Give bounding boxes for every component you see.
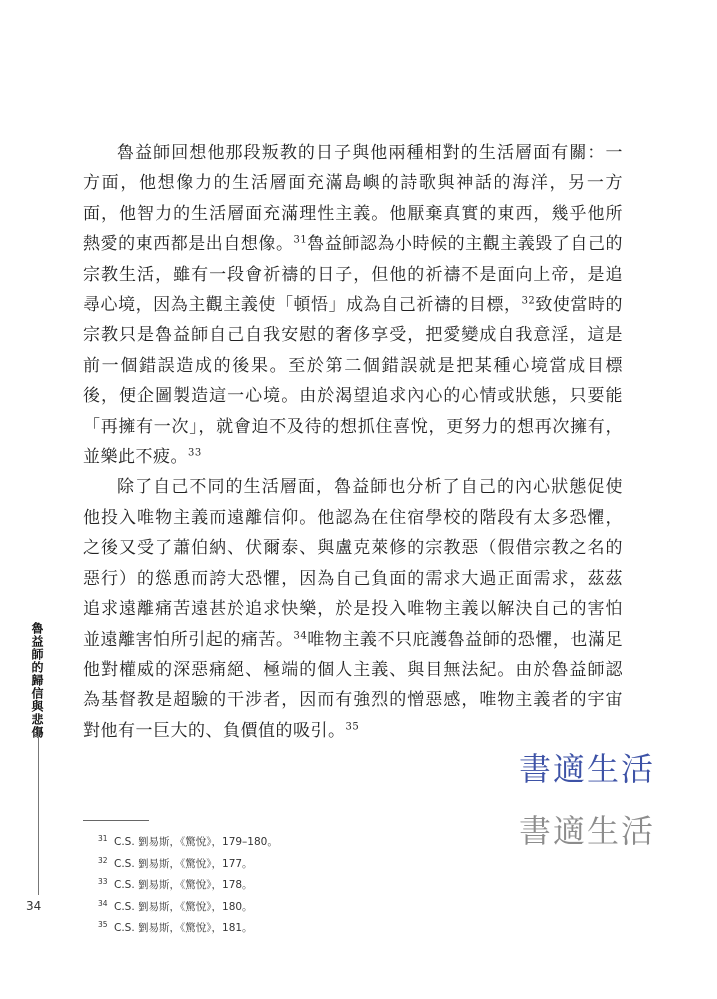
footnote-divider xyxy=(83,820,149,821)
paragraph-1-text-a: 魯益師回想他那段叛教的日子與他兩種相對的生活層面有關：一方面，他想像力的生活層面充滿島嶼的詩歌與神話的海洋，另一方面，他智力的生活層面充滿理性主義。他厭棄真實的東西，幾乎他所熱愛的東西都是出自想像。 xyxy=(83,143,623,255)
brand-logo-gray: 書適生活 xyxy=(518,812,655,850)
footnote-ref-34[interactable]: 34 xyxy=(293,629,308,641)
footnote-text: C.S. 劉易斯，《驚悅》，178。 xyxy=(114,879,253,892)
footnote-ref-31[interactable]: 31 xyxy=(293,234,308,246)
running-book-title: 魯益師的歸信與悲傷 xyxy=(30,622,44,739)
paragraph-2 xyxy=(83,472,623,746)
footnote-ref-35[interactable]: 35 xyxy=(345,721,360,733)
footnote-33 xyxy=(98,873,278,895)
footnote-32 xyxy=(98,852,278,874)
paragraph-2-text-b: 唯物主義不只庇護魯益師的恐懼，也滿足他對權威的深惡痛絕、極端的個人主義、與目無法紀。由於魯益師認為基督教是超驗的干涉者，因而有強烈的憎惡感，唯物主義者的宇宙對他有一巨大的、負價值的吸引。 xyxy=(83,629,624,741)
footnote-number: 33 xyxy=(98,877,108,887)
footnotes xyxy=(98,830,278,938)
footnote-text: C.S. 劉易斯，《驚悅》，181。 xyxy=(114,922,253,935)
footnote-35 xyxy=(98,916,278,938)
footnote-text: C.S. 劉易斯，《驚悅》，180。 xyxy=(114,900,253,913)
paragraph-1-text-b: 魯益師認為小時候的主觀主義毀了自己的宗教生活，雖有一段會祈禱的日子，但他的祈禱不是面向上帝，是追尋心境，因為主觀主義使「頓悟」成為自己祈禱的目標， xyxy=(83,234,624,316)
footnote-31 xyxy=(98,830,278,852)
paragraph-1 xyxy=(83,138,623,472)
footnote-ref-32[interactable]: 32 xyxy=(521,295,536,307)
footnote-number: 35 xyxy=(98,920,108,930)
footnote-text: C.S. 劉易斯，《驚悅》，179–180。 xyxy=(114,836,278,848)
footnote-number: 34 xyxy=(98,898,108,908)
footnote-text: C.S. 劉易斯，《驚悅》，177。 xyxy=(114,857,253,870)
paragraph-1-text-c: 致使當時的宗教只是魯益師自己自我安慰的奢侈享受，把愛變成自我意淫，這是前一個錯誤造成的後果。至於第二個錯誤就是把某種心境當成目標後，便企圖製造這一心境。由於渴望追求內心的心情或狀態，只要能「再擁有一次」，就會迫不及待的想抓住喜悅，更努力的想再次擁有，並樂此不疲。 xyxy=(83,295,624,468)
footnote-number: 31 xyxy=(98,834,108,843)
page-number: 34 xyxy=(26,899,42,913)
paragraph-2-text-a: 除了自己不同的生活層面，魯益師也分析了自己的內心狀態促使他投入唯物主義而遠離信仰。他認為在住宿學校的階段有太多恐懼，之後又受了蕭伯納、伏爾泰、與盧克萊修的宗教惡（假借宗教之名的惡行）的慫恿而誇大恐懼，因為自己負面的需求大過正面需求，茲茲追求遠離痛苦遠甚於追求快樂，於是投入唯物主義以解決自己的害怕並遠離害怕所引起的痛苦。 xyxy=(83,477,623,650)
footnote-ref-33[interactable]: 33 xyxy=(188,447,202,459)
footnote-number: 32 xyxy=(98,855,108,865)
brand-logo-blue: 書適生活 xyxy=(518,750,655,788)
side-divider xyxy=(38,730,39,895)
main-text xyxy=(83,138,623,746)
footnote-34 xyxy=(98,895,278,917)
